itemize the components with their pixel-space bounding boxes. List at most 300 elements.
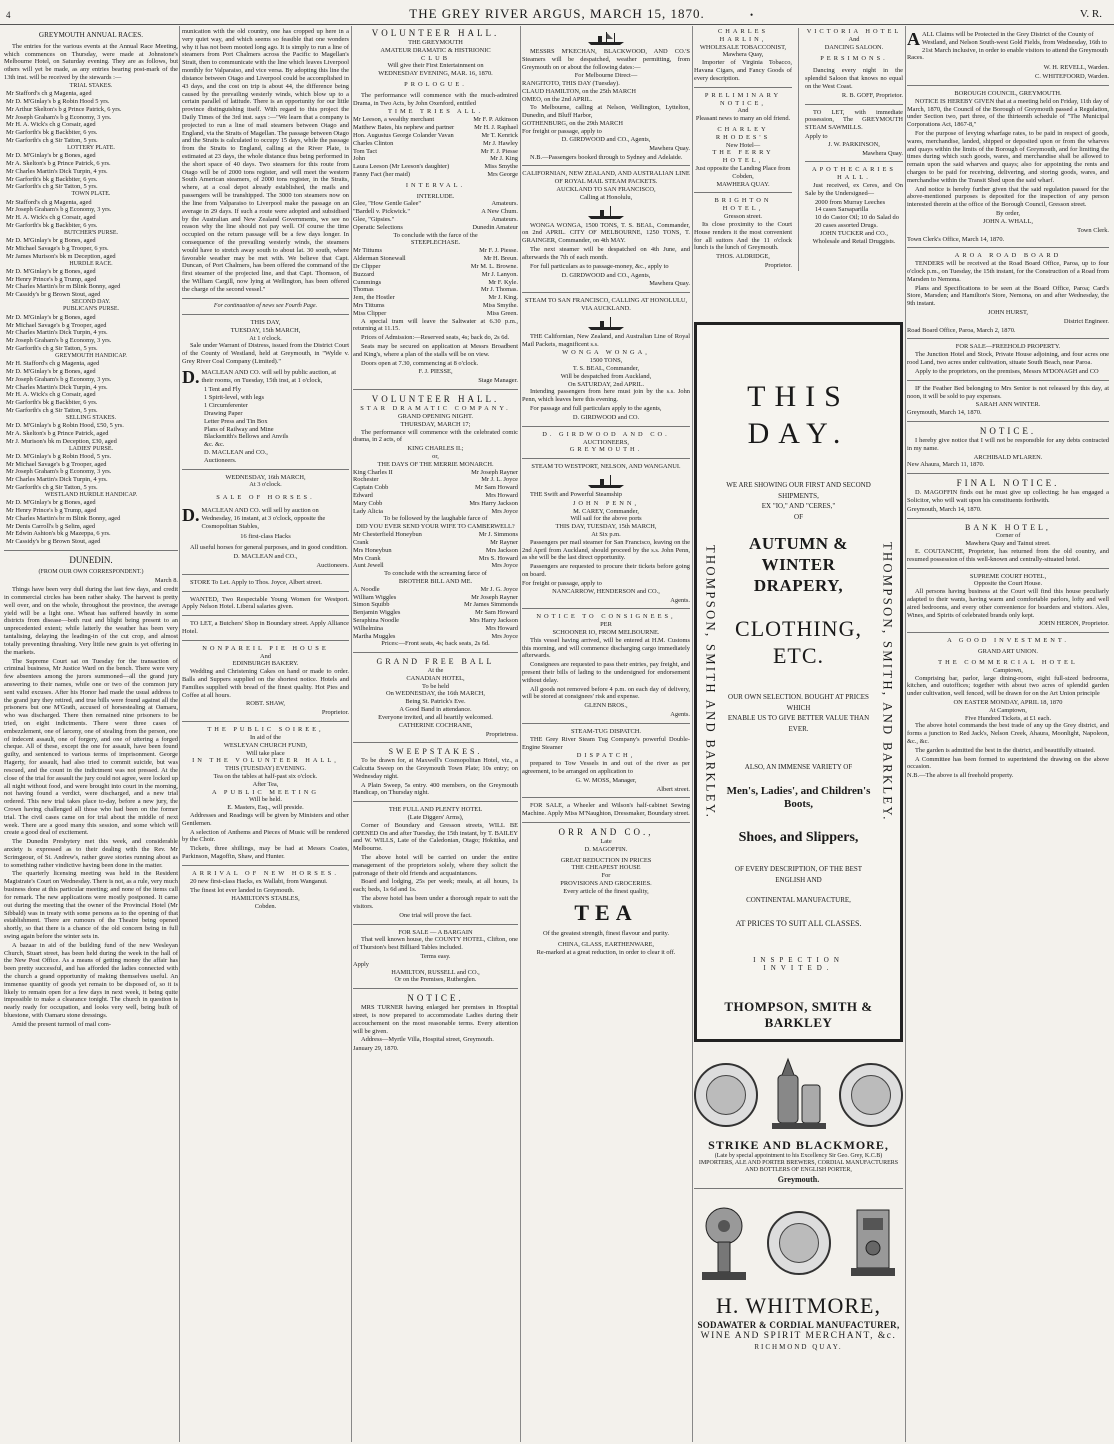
- dunedin-article: [4, 586, 178, 1029]
- text: M. CAREY, Commander,: [573, 507, 639, 515]
- column-divider: [351, 26, 352, 1442]
- cast-role: Fanny Fact (her maid): [353, 170, 410, 178]
- text: Plans and Specifications to be seen at the Board Office, Paroa; Card's Store, Marsden; and Hamilton's Store, Nemona, on and after Wednesday, the 9th instant.: [907, 284, 1109, 308]
- article-paragraph: Amid the present turmoil of mail com-: [12, 1020, 112, 1028]
- cast-actor: Mrs Harry Jackson: [469, 617, 518, 624]
- text: All persons having business at the Court will find this house peculiarly adapted to their wants, having warm and comfortable parlors, lofty and well aired bedrooms, and every other convenience for boarders and visitors. Ales, Wines, and Spirits of celebrated brands only kept.: [907, 588, 1109, 619]
- victoria-hotel-title: VICTORIA HOTEL: [806, 28, 902, 35]
- race-name: TRIAL STAKES.: [69, 82, 113, 89]
- race-entry: Mr D. M'Ginlay's br g Bones, aged: [6, 367, 96, 375]
- signature: ARCHIBALD M'LAREN.: [973, 453, 1043, 461]
- text: DID YOU EVER SEND YOUR WIFE TO CAMBERWELL?: [356, 523, 515, 531]
- signature: HAMILTON'S STABLES,: [231, 895, 300, 903]
- text: And: [848, 35, 860, 43]
- race-entry: Mr A. Skelton's b g Prince Patrick, 6 yrs.: [6, 159, 111, 167]
- text: CANADIAN HOTEL,: [406, 674, 465, 682]
- divider: [522, 426, 690, 427]
- steam-tug-title: STEAM-TUG DISPATCH.: [570, 727, 642, 735]
- text: JOHN PENN,: [572, 499, 640, 507]
- divider: [4, 550, 178, 551]
- commercial-hotel-title: THE COMMERCIAL HOTEL: [938, 658, 1078, 666]
- signature: HAMILTON, RUSSELL and CO.,: [391, 968, 480, 976]
- text: Passengers are requested to procure their tickets before going on board.: [522, 563, 690, 579]
- text: THURSDAY, MARCH 17;: [400, 420, 471, 428]
- autumn-winter-heading: AUTUMN & WINTER DRAPERY,: [749, 534, 848, 595]
- thompson-smith-barkley-ad: [694, 322, 903, 1042]
- horses-count: 16 first-class Hacks: [240, 533, 291, 541]
- cast-actor: Mr J. Lanyon.: [481, 270, 518, 278]
- sale-time: At 3 o'clock.: [249, 481, 282, 489]
- race-entry: Mr H. A. Wick's ch g Corsair, aged: [6, 391, 96, 399]
- store-to-let-ad: STORE To Let. Apply to Thos. Joyce, Albert street.: [190, 578, 322, 586]
- text: OF EVERY DESCRIPTION, OF THE BEST ENGLISH AND: [734, 865, 863, 884]
- auction-item: Plans of Railway and Mine: [204, 425, 274, 433]
- page-number: 4: [6, 10, 11, 20]
- cast-row: [353, 484, 518, 492]
- signature: THOS. ALDRIDGE,: [716, 253, 770, 261]
- medal-icon: [839, 1063, 903, 1127]
- race-name: BUTCHER'S PURSE.: [63, 229, 119, 236]
- newspaper-title: THE GREY RIVER ARGUS, MARCH 15, 1870.: [409, 6, 705, 21]
- this-day-heading: THIS DAY.: [747, 380, 850, 450]
- divider: [907, 85, 1109, 86]
- cast-actor: Mr J. G. Joyce: [480, 585, 518, 593]
- sale-of-horses-title: SALE OF HORSES.: [216, 494, 315, 502]
- signature: ROBT. SHAW,: [245, 700, 286, 708]
- divider: [522, 723, 690, 724]
- text: Prices:—Front seats, 4s; back seats, 2s 6d.: [381, 640, 490, 648]
- road-board-title: AROA ROAD BOARD: [954, 252, 1062, 260]
- strike-blackmore-title: STRIKE AND BLACKMORE,: [708, 1138, 889, 1152]
- bank-hotel-title: BANK HOTEL,: [965, 522, 1051, 532]
- column-5: [694, 28, 903, 320]
- girdwood-title: D. GIRDWOOD AND CO.: [542, 430, 670, 438]
- race-entry: Mr Edwin Ashton's bk g Mazeppa, 6 yrs.: [6, 530, 111, 538]
- full-and-plenty-title: THE FULL AND PLENTY HOTEL: [388, 806, 483, 814]
- cast-list: [353, 469, 518, 516]
- cast-role: Lady Alicia: [353, 507, 383, 515]
- race-entry: Mr Charles Martin's Dick Turpin, 4 yrs.: [6, 383, 108, 391]
- text: AT PRICES TO SUIT ALL CLASSES.: [735, 918, 862, 928]
- race-name: WESTLAND HURDLE HANDICAP.: [44, 491, 138, 498]
- text: Being St. Patrick's Eve.: [405, 698, 466, 706]
- cast-actor: Amateurs.: [491, 216, 518, 224]
- divider: [522, 165, 690, 166]
- drug-item: 14 cases Sarsaparilla: [814, 206, 869, 214]
- race-entry: Mr D. M'Ginlay's b g Robin Hood, 5 yrs.: [6, 452, 112, 460]
- divider: [182, 314, 349, 315]
- race-entry: Mr D. M'Ginlay's br g Bones, aged: [6, 499, 96, 507]
- cast-role: Buzzard: [353, 270, 375, 278]
- race-entry: Mr Garforth's ch g Sir Tatton, 5 yrs.: [6, 183, 98, 191]
- cast-row: [353, 555, 518, 563]
- signature: D. MACLEAN and CO.,: [233, 553, 298, 561]
- text: Mawhera Quay and Tainui street.: [965, 540, 1051, 548]
- race-entry: Mr Joseph Graham's b g Economy, 3 yrs.: [6, 337, 112, 345]
- signature-title: Agents.: [670, 596, 690, 604]
- text: To be drawn for, at Maxwell's Cosmopolitan Hotel, viz., a Calcutta Sweep on the Greymouth Town Plate; 10s entry; on Wednesday night.: [353, 757, 518, 780]
- cast-actor: Dunedin Amateur: [472, 223, 518, 231]
- race-entry: Mr Garforth's bk g Backbiter, 6 yrs.: [6, 129, 98, 137]
- wanted-ad: WANTED, Two Respectable Young Women for Westport. Apply Nelson Hotel. Liberal salaries given.: [182, 595, 349, 611]
- text: The above hotel will be carried on under the entire management of the proprietors solely, where they solicit the patronage of their old friends and acquaintances.: [353, 854, 518, 877]
- text: OMEO, on the 2nd APRIL.: [522, 95, 593, 103]
- text: GRAND ART UNION.: [977, 648, 1039, 656]
- vertical-text-right: [878, 371, 896, 993]
- race-entry: Mr Joseph Graham's b g Economy, 3 yrs.: [6, 468, 112, 476]
- text: AMATEUR DRAMATIC & HISTRIONIC: [380, 46, 491, 54]
- text: GOTHENBURG, on the 29th MARCH: [522, 120, 624, 128]
- cast-actor: Mr Rayner: [490, 538, 518, 546]
- races-intro: The entries for the various events at the Annual Race Meeting, which commences on Thursday, were made at Johnstone's Melbourne Hotel, on Saturday evening. They are as follows, but others will yet be made, as any entries bearing post-mark of the 13th inst. will be received by the stewards :—: [4, 42, 178, 82]
- soiree-body: A selection of Anthems and Pieces of Music will be rendered by the Choir.: [182, 828, 349, 844]
- date: January 29, 1870.: [353, 1045, 399, 1053]
- text: On SATURDAY, 2nd APRIL.: [567, 380, 645, 388]
- auction-item: 1 Circumferenter: [204, 402, 248, 410]
- drop-cap: A: [907, 29, 920, 49]
- text: E. Masters, Esq., will preside.: [227, 804, 304, 812]
- divider: [907, 632, 1109, 633]
- text: KING CHARLES II.;: [407, 445, 464, 453]
- divider: [182, 865, 349, 866]
- text: Five Hundred Tickets, at £1 each.: [964, 714, 1052, 722]
- signature: W. H. REVELL, Warden.: [1043, 64, 1109, 72]
- ad-this-day: THIS DAY,: [250, 318, 281, 326]
- text: ALSO, AN IMMENSE VARIETY OF: [744, 763, 853, 772]
- text: Seats may be secured on application at Messrs Broadbent and King's, where a plan of the stalls will be on view.: [353, 343, 518, 358]
- race-entry: Mr Denis Carroll's b g Selim, aged: [6, 522, 96, 530]
- race-entry: Mr Charles Martin's Dick Turpin, 4 yrs.: [6, 476, 108, 484]
- text: PROLOGUE.: [404, 81, 467, 89]
- race-entry: Mr Stafford's ch g Magenta, aged: [6, 198, 92, 206]
- horses-ad: [182, 507, 349, 530]
- cast-actor: Mrs Harry Jackson: [469, 499, 518, 507]
- volunteer-hall-title: VOLUNTEER HALL.: [371, 394, 500, 405]
- horses-ad-body: MACLEAN AND CO. will sell by auction on Wednesday, 16 instant, at 3 o'clock, opposite the Cosmopolitan Stables,: [201, 507, 326, 530]
- race-name: SECOND DAY.: [71, 299, 111, 306]
- divider: [694, 87, 792, 88]
- cast-row: [353, 617, 518, 625]
- text: Will give their First Entertainment on: [387, 62, 484, 70]
- ad-date: TUESDAY, 15th MARCH,: [230, 326, 301, 334]
- cast-actor: Mr Joseph Rayner: [471, 468, 518, 476]
- text: In aid of the: [249, 733, 282, 741]
- text: MAWHERA QUAY.: [716, 180, 770, 188]
- auction-item: 1 Spirit-level, with legs: [204, 394, 264, 402]
- cast-role: Charles Clinton: [353, 139, 394, 147]
- steamship-icon: [586, 30, 626, 46]
- signature: D. GIRDWOOD and CO.: [572, 413, 640, 421]
- ad-distress-body: Sale under Warrant of Distress, issued from the District Court of the County of Westland, held at Greymouth, in "Wylde v. Grey River Coal Company (Limited).": [182, 342, 349, 365]
- text: Opposite the Court House.: [973, 580, 1043, 588]
- text: N.B.—Passengers booked through to Sydney and Adelaide.: [530, 153, 683, 161]
- divider: [907, 421, 1109, 422]
- column-divider: [905, 26, 906, 1442]
- text: At Six p.m.: [591, 531, 621, 538]
- cast-row: [353, 302, 518, 310]
- cast-role: Benjamin Wiggles: [353, 609, 401, 617]
- cast-row: [353, 116, 518, 124]
- cast-row: [353, 294, 518, 302]
- divider: [353, 742, 518, 743]
- volunteer-hall-title: VOLUNTEER HALL.: [371, 28, 500, 38]
- brewery-apparatus-icon: [768, 1055, 830, 1135]
- auction-items: [204, 386, 349, 464]
- text: OUR OWN SELECTION. BOUGHT AT PRICES WHICH: [728, 693, 869, 712]
- race-entry: Mr Garforth's ch g Sir Tatton, 5 yrs.: [6, 406, 98, 414]
- column-1: [4, 28, 178, 1438]
- vertical-left-label: THOMPSON, SMITH AND BARKLEY.: [703, 544, 718, 820]
- text: All goods not removed before 4 p.m. on each day of delivery, will be stored at consignees' risk and expense.: [522, 685, 690, 701]
- text: And: [259, 652, 271, 660]
- column-6: [907, 28, 1109, 1438]
- signature-title: Albert street.: [656, 785, 690, 793]
- text: By order,: [996, 210, 1020, 218]
- text: For: [601, 872, 611, 880]
- medal-icon: [694, 1063, 758, 1127]
- cast-actor: Mr H. J. Raphael: [474, 124, 518, 132]
- cast-row: [353, 586, 518, 594]
- ad-time: At 1 o'clock.: [249, 334, 282, 342]
- signature-title: Proprietor.: [764, 261, 793, 269]
- dunedin-subtitle: (FROM OUR OWN CORRESPONDENT.): [38, 569, 144, 576]
- text: WINE AND SPIRIT MERCHANT, &c.: [700, 1331, 897, 1342]
- text: WONGA WONGA, 1500 TONS, T. S. BEAL, Commander, on 2nd APRIL. CITY OF MELBOURNE, 1250 TONS, T. GRAINGER, Commander, on 4th MAY.: [522, 221, 690, 245]
- text: Comprising bar, parlor, large dining-room, eight full-sized bedrooms, kitchen, and outoffices; together with about two acres of splendid garden under cultivation, well fenced, will be drawn for on the Art Union principle: [907, 674, 1109, 698]
- column-divider: [520, 26, 521, 1442]
- steamers-body: MESSRS M'KECHAN, BLACKWOOD, AND CO.'S Steamers will be despatched, weather permitting, from Greymouth on or about the following dates:—: [522, 48, 690, 71]
- race-entry: Mr Charles Martin's br m Blink Bonny, aged: [6, 283, 121, 291]
- text: INTERVAL.: [405, 181, 466, 189]
- text: Apply to: [804, 132, 828, 140]
- cast-row: [353, 500, 518, 508]
- text: Terms easy.: [420, 952, 451, 960]
- cast-actor: Mrs Howard: [485, 492, 518, 499]
- text: To be held: [422, 682, 449, 690]
- text: Greymouth.: [777, 1174, 820, 1184]
- drug-item: 20 cases assorted Drugs.: [814, 222, 878, 230]
- text: For full particulars as to passage-money, &c., apply to: [530, 262, 669, 270]
- text: Address—Myrtle Villa, Hospital street, Greymouth.: [361, 1036, 494, 1044]
- san-francisco-title: STEAM TO SAN FRANCISCO, CALLING AT HONOLULU, VIA AUCKLAND.: [524, 297, 688, 312]
- text: MRS TURNER having enlarged her premises in Hospital street, is now prepared to accommodate Ladies during their accouchement on the most reasonable terms. Every attention will be given.: [353, 1004, 518, 1035]
- article-paragraph: The Dunedin Presbytery met this week, and considerable anxiety is expressed as to their dealing with the Rev. Mr Scrimgeour, of St. Andrew's, rather grave stories running about as to something rather vindictive having been done in the matter.: [4, 838, 178, 869]
- text: Consignees are requested to pass their entries, pay freight, and present their bills of lading to the undersigned for endorsement without delay.: [522, 661, 690, 684]
- text: Re-marked at a great reduction, in order to clear it off.: [536, 949, 676, 957]
- dunedin-title: DUNEDIN.: [69, 555, 113, 566]
- cast-role: Hon. Augustus George Colander Vavan: [353, 131, 454, 139]
- text: A Committee has been formed to superintend the drawing on the above occasion.: [907, 755, 1109, 771]
- text: CLAUD HAMILTON, on the 25th MARCH: [522, 88, 636, 96]
- page-right-mark: V. R.: [1079, 8, 1102, 20]
- divider: [522, 797, 690, 798]
- auction-item: 1 Tent and Fly: [204, 386, 241, 394]
- cast-role: Rochester: [353, 476, 379, 484]
- divider: [353, 801, 518, 802]
- race-entry: Mr Garforth's ch g Sir Tatton, 5 yrs.: [6, 484, 98, 492]
- cast-row: [353, 601, 518, 609]
- bottling-machine-icon: [843, 1198, 903, 1288]
- text: PER: [600, 621, 612, 629]
- cast-row: [353, 469, 518, 477]
- text: The above hotel commands the best trade of any up the Grey district, and forms a junction to Red Jack's, Nelson Creek, Ahaura, Moonlight, Napoleon, &c., &c.: [907, 722, 1109, 745]
- race-entry: Mr H. A. Wick's ch g Corsair, aged: [6, 121, 96, 129]
- text: A PUBLIC MEETING: [212, 788, 319, 796]
- race-name: HURDLE RACE.: [69, 260, 113, 267]
- medal-icon: [767, 1211, 831, 1275]
- consignees-title: NOTICE TO CONSIGNEES,: [536, 613, 676, 621]
- text: IN THE VOLUNTEER HALL,: [192, 757, 339, 765]
- text: That well known house, the COUNTY HOTEL, Clifton, one of Thurston's best Billiard Tables included.: [353, 936, 518, 952]
- race-entry: Mr Garforth's bk g Backbiter, 6 yrs.: [6, 399, 98, 407]
- notice-title: NOTICE.: [979, 425, 1037, 436]
- divider: [353, 652, 518, 653]
- text: A Good Band in attendance.: [399, 706, 472, 714]
- cast-row: [353, 609, 518, 617]
- cast-row: [353, 200, 518, 208]
- text: Its close proximity to the Court House renders it the most convenient for all suitors And the 11 o'clock lunch is the lunch of Greymouth.: [694, 220, 793, 252]
- cast-row: [353, 286, 518, 294]
- company-name: THOMPSON, SMITH & BARKLEY: [724, 999, 873, 1031]
- cast-actor: Mrs Joyce: [491, 507, 518, 515]
- race-entry: Mr Charles Martin's Dick Turpin, 4 yrs.: [6, 329, 108, 337]
- signature-title: Mawhera Quay.: [649, 280, 690, 288]
- signature-title: Mawhera Quay.: [649, 144, 690, 152]
- signature-title: Mawhera Quay.: [862, 149, 903, 157]
- cast-role: William Wiggles: [353, 593, 397, 601]
- text: At Camptown,: [989, 706, 1027, 714]
- article-continued: munication with the old country, one has cropped up here in a very quiet way, and which seems so feasible that one wonders why it has not been mooted long ago. It is simply to run a line of steamers from Port Chalmers across the Pacific to Magellan's Strait, then to communicate with the line which leaves Liverpool monthly for Valparaiso, and vice versa. By adopting this line the distance between Otago and Liverpool could be accomplished in 43 days, and the cost on trip is about 44, the difference being caused by the prevailing westerly winds, which blow up to a certain parallel of latitude. There is an opportunity for our little province distinguishing itself. With regard to this project the Daily Times of the 3rd inst. says :—"We learn that a company is projected to run a line of mail steamers between Otago and England, via the Straits of Magellan. The passage between Otago and the Straits is calculated to occupy 15 days, while the passage from the Straits to England, calling at the River Plate, is estimated at 23 days, the whole distance thus being performed in the short space of 40 days. Two steamers for this route from Otago will be of 2000 tons register, and will meet the western South American steamers, of 2000 tons register, in the Straits, where, at a coal depot already established, the mails and passengers will be transhipped. The 3000 ton steamers now on the line from Valparaiso to Liverpool make the passage on an average in 29 days. If such a route were adopted and subsidised by the Australian and New Zealand Governments, we see no reason why the line should not pay well. Of course the time occupied on the return passage will be a few days longer. In consequence of the prevailing westerly winds, the steamers would have to stretch away south to about lat. 30 south, where favorable weather may be met with. We believe that Capt. Duncan, of Port Chalmers, has been offered the command of the first steamer of the projected line, and that Capt. Thomson, of the William Cargill, now lying at Wellington, has been offered the charge of the second vessel.": [182, 28, 349, 293]
- column-divider: [692, 26, 693, 1442]
- cast-role: Matthew Bates, his nephew and partner: [353, 124, 455, 132]
- text: D. MAGOFFIN.: [584, 845, 628, 853]
- signature-title: Proprietor.: [321, 709, 349, 717]
- race-entry: Mr Michael Savage's b g Trooper, aged: [6, 460, 107, 468]
- signature-title: Proprietress.: [485, 730, 518, 738]
- column-2: [182, 28, 349, 1438]
- text: DANCING SALOON.: [824, 43, 884, 51]
- divider: [522, 292, 690, 293]
- signature: SARAH ANN WINTER.: [975, 401, 1041, 409]
- signature-title: Stage Manager.: [478, 377, 518, 385]
- divider: [182, 615, 349, 616]
- text: Or on the Premises, Rutherglen.: [394, 976, 477, 984]
- text: ALL Claims will be Protected in the Grey District of the County of Westland, and Nelson South-west Gold Fields, from Wednesday, 16th to 21st March inclusive, in order to enable visitors to attend the Greymouth Races.: [907, 31, 1108, 62]
- orr-and-co-title: ORR AND CO.,: [558, 827, 654, 837]
- text: To conclude with the farce of the: [393, 231, 478, 239]
- text: Just opposite the Landing Place from Cobden,: [695, 165, 791, 180]
- race-entry: Mr Charles Martin's Dick Turpin, 4 yrs.: [6, 167, 108, 175]
- text: or,: [432, 452, 439, 460]
- text: IMPORTERS, ALE AND PORTER BREWERS, CORDIAL MANUFACTURERS AND BOTTLERS OF ENGLISH PORTER,: [698, 1159, 899, 1174]
- race-entry: Mr D. M'Ginlay's br g Bones, aged: [6, 267, 96, 275]
- cast-actor: Mr J. L. Joyce: [481, 476, 518, 484]
- text: GRAND OPENING NIGHT.: [398, 412, 473, 420]
- text: THIS DAY, TUESDAY, 15th MARCH,: [555, 523, 657, 531]
- text: Everyone invited, and all heartily welcomed.: [378, 713, 493, 721]
- cast-role: Seraphina Noodle: [353, 617, 399, 624]
- auction-item: Letter Press and Tin Box: [204, 417, 268, 425]
- text: WHOLESALE TOBACCONIST,: [699, 43, 787, 51]
- pie-house-title: NONPAREIL PIE HOUSE: [202, 644, 329, 652]
- race-name: GREYMOUTH HANDICAP.: [55, 352, 127, 359]
- text: Intending passengers from here must join by the s.s. John Penn, which leaves here this evening.: [522, 388, 690, 404]
- whitmore-title: H. WHITMORE,: [716, 1293, 881, 1319]
- masthead-rule: [0, 24, 1114, 25]
- divider: [522, 822, 690, 823]
- maclean-ad: [182, 366, 349, 387]
- text: (Late Diggers' Arms),: [407, 813, 464, 821]
- divider: [907, 518, 1109, 519]
- cast-role: Martha Muggles: [353, 632, 396, 640]
- text: Apply: [353, 960, 369, 968]
- divider: [522, 458, 690, 459]
- cast-role: Thomas: [353, 286, 374, 294]
- cast-row: [353, 140, 518, 148]
- signature: JOHN HERON, Proprietor.: [1038, 620, 1109, 628]
- cast-actor: Mr F. P. Atkinson: [473, 116, 518, 124]
- text: And: [737, 107, 749, 115]
- vertical-text-left: [701, 371, 719, 993]
- cast-role: Laura Leeson (Mr Leeson's daughter): [353, 163, 450, 171]
- cast-role: Simon Squibb: [353, 601, 390, 609]
- maclean-ad-body: MACLEAN AND CO. will sell by public auction, at their rooms, on Tuesday, 15th inst, at 1 o'clock,: [201, 368, 337, 384]
- text: CONTINENTAL MANUFACTURE,: [746, 896, 851, 905]
- cast-role: Aunt Jewell: [353, 562, 384, 570]
- race-entry: Mr J. Murison's bk m Deception, £30, aged: [6, 437, 117, 445]
- cast-role: Mr Leeson, a wealthy merchant: [353, 116, 435, 124]
- text: Corner of: [995, 532, 1021, 540]
- text: PERSIMONS.: [820, 55, 888, 63]
- text: Will take place: [246, 749, 285, 757]
- text: For passage and full particulars apply to the agents,: [530, 405, 662, 413]
- cast-actor: Mrs Joyce: [491, 632, 518, 640]
- text: OF: [794, 512, 803, 521]
- bakery-body: Wedding and Christening Cakes on hand or made to order. Balls and Suppers supplied on the shortest notice. Hotels and Families supplied with bread of the finest quality. Hot Pies and Coffee at all hours.: [182, 668, 349, 699]
- cast-role: Miss Clipper: [353, 309, 387, 317]
- text: Will sail for the above ports: [570, 515, 642, 523]
- cast-actor: Mr F. J. Piesse: [480, 147, 518, 155]
- text: Gresson street.: [724, 213, 762, 221]
- race-entries: [4, 83, 178, 546]
- divider: [907, 380, 1109, 381]
- sweepstakes-title: SWEEPSTAKES.: [388, 747, 483, 757]
- text: RICHMOND QUAY.: [754, 1342, 843, 1351]
- free-ball-title: GRAND FREE BALL: [376, 657, 495, 667]
- date: Town Clerk's Office, March 14, 1870.: [907, 235, 1005, 243]
- cast-role: Crank: [353, 538, 369, 546]
- cast-role: Cummings: [353, 278, 382, 286]
- cast-list: [353, 247, 518, 317]
- cast-role: Jem, the Hostler: [353, 294, 395, 302]
- text: AUCKLAND TO SAN FRANCISCO,: [556, 186, 656, 193]
- drug-item: 10 do Castor Oil; 10 do Salad do: [814, 214, 899, 222]
- cast-row: [353, 492, 518, 500]
- race-entry: Mr Cassidy's br g Brown Stout, aged: [6, 291, 101, 299]
- text: GREYMOUTH.: [569, 446, 643, 454]
- new-horses-title: ARRIVAL OF NEW HORSES.: [192, 869, 339, 877]
- cast-role: Mrs Crank: [353, 554, 381, 562]
- text: On WEDNESDAY, the 16th MARCH,: [386, 690, 485, 698]
- royal-mail-title: CALIFORNIAN, NEW ZEALAND, AND AUSTRALIAN LINE OF ROYAL MAIL STEAM PACKETS.: [522, 170, 690, 186]
- signature: GLENN BROS.,: [584, 702, 628, 710]
- tea-heading: TEA: [574, 899, 638, 925]
- race-entry: Mr Arthur Skelton's b g Prince Patrick, 6 yrs.: [6, 105, 122, 113]
- date: Greymouth, March 14, 1870.: [907, 505, 982, 513]
- signature: NANCARROW, HENDERSON and CO.,: [552, 587, 660, 595]
- freehold-title: FOR SALE—FREEHOLD PROPERTY.: [955, 343, 1061, 351]
- divider: [182, 721, 349, 722]
